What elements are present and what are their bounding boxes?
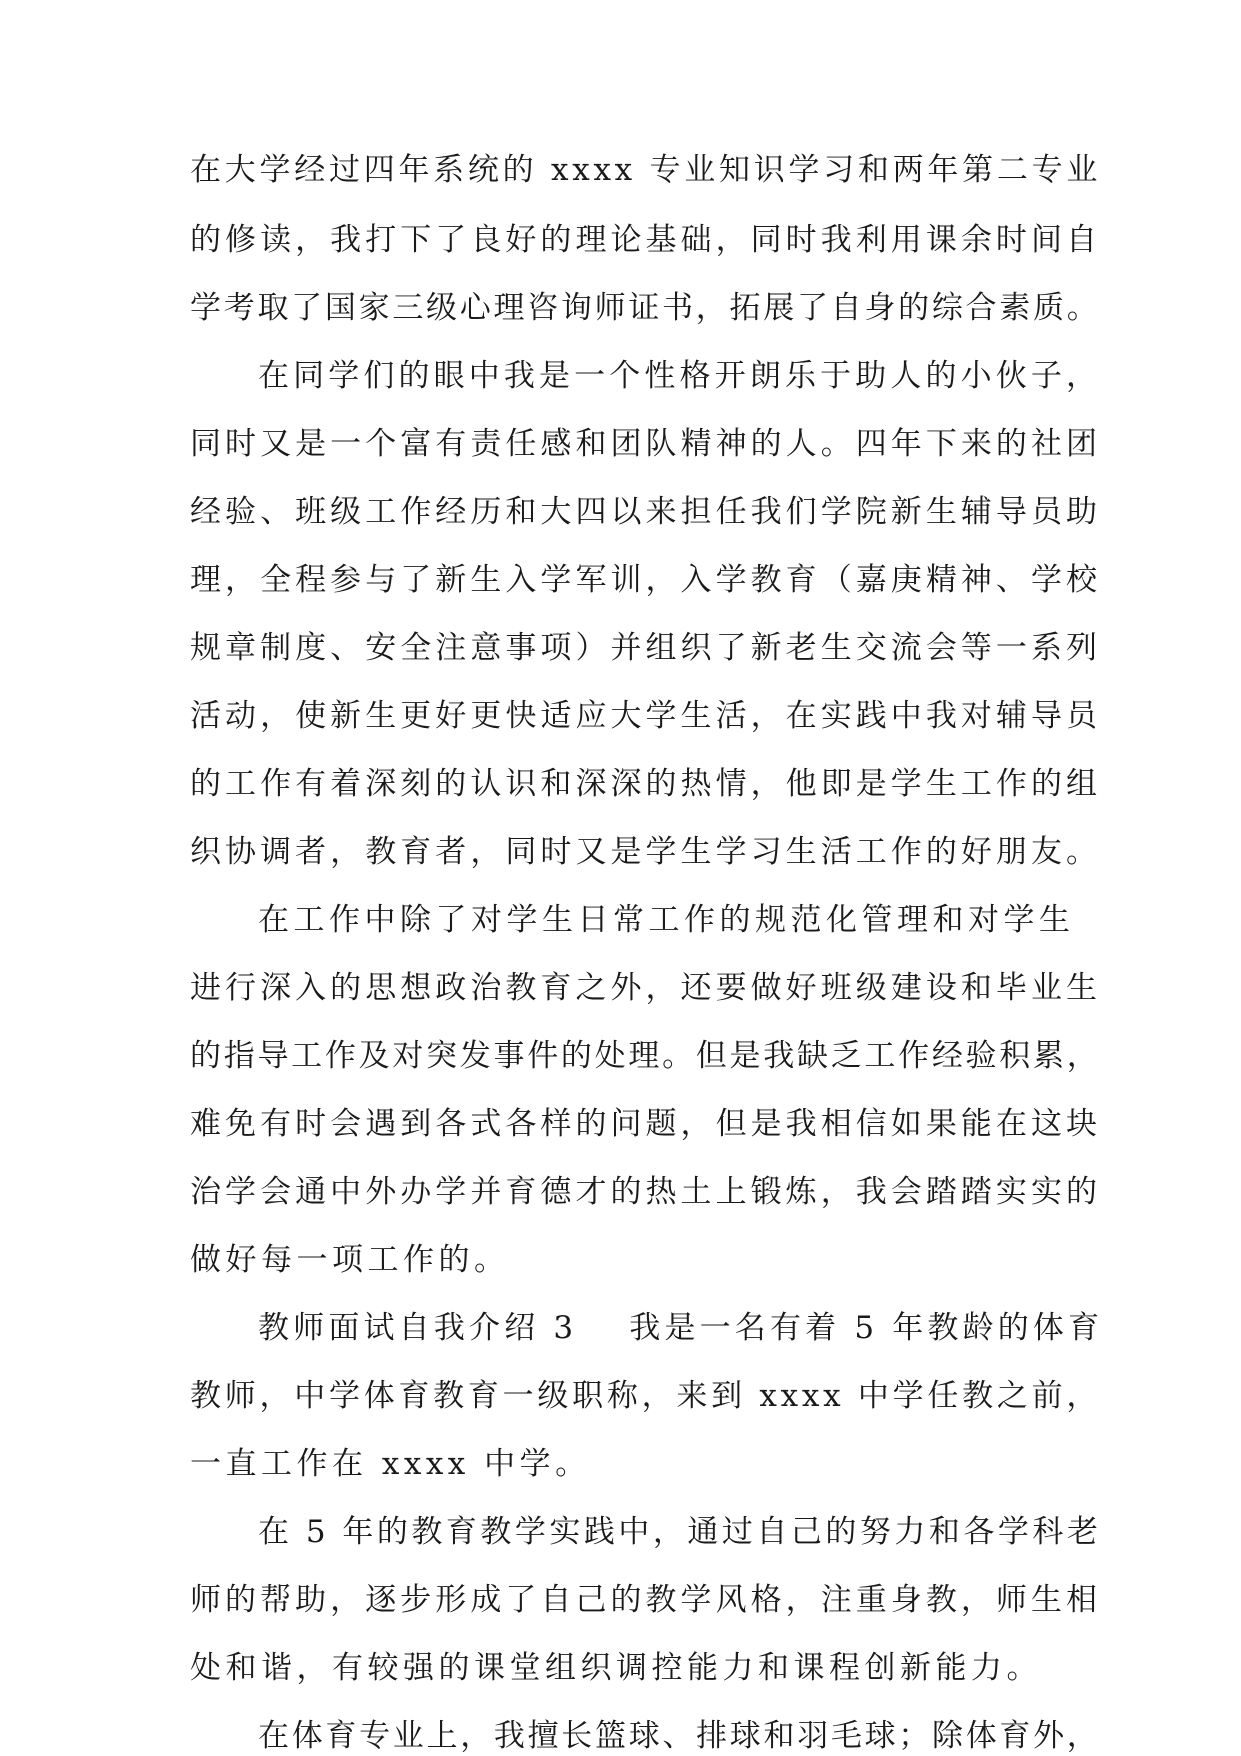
text-line: 规章制度、安全注意事项）并组织了新老生交流会等一系列 bbox=[190, 630, 1102, 666]
section-heading-line bbox=[258, 1308, 1103, 1348]
paragraph-first-line: 在 5 年的教育教学实践中，通过自己的努力和各学科老 bbox=[258, 1514, 1102, 1550]
text-line: 同时又是一个富有责任感和团队精神的人。四年下来的社团 bbox=[190, 426, 1102, 462]
text-line: 在大学经过四年系统的 xxxx 专业知识学习和两年第二专业 bbox=[190, 152, 1102, 188]
text-segment: 我是一名有着 5 年教龄的体育 bbox=[629, 1310, 1104, 1346]
text-line: 进行深入的思想政治教育之外，还要做好班级建设和毕业生 bbox=[190, 970, 1102, 1006]
text-line: 治学会通中外办学并育德才的热土上锻炼，我会踏踏实实的 bbox=[190, 1174, 1102, 1210]
text-line: 的工作有着深刻的认识和深深的热情，他即是学生工作的组 bbox=[190, 766, 1102, 802]
text-line: 的修读，我打下了良好的理论基础，同时我利用课余时间自 bbox=[190, 222, 1102, 258]
text-line: 理，全程参与了新生入学军训，入学教育（嘉庚精神、学校 bbox=[190, 562, 1102, 598]
text-line: 的指导工作及对突发事件的处理。但是我缺乏工作经验积累， bbox=[190, 1038, 1101, 1074]
paragraph-first-line: 在同学们的眼中我是一个性格开朗乐于助人的小伙子， bbox=[258, 358, 1102, 394]
text-line: 活动，使新生更好更快适应大学生活，在实践中我对辅导员 bbox=[190, 698, 1102, 734]
text-line: 做好每一项工作的。 bbox=[190, 1242, 510, 1278]
text-line: 处和谐，有较强的课堂组织调控能力和课程创新能力。 bbox=[190, 1650, 1042, 1686]
section-heading: 教师面试自我介绍 3 bbox=[258, 1310, 578, 1346]
text-line: 难免有时会遇到各式各样的问题，但是我相信如果能在这块 bbox=[190, 1106, 1102, 1142]
text-line: 一直工作在 xxxx 中学。 bbox=[190, 1446, 591, 1482]
text-line: 教师，中学体育教育一级职称，来到 xxxx 中学任教之前， bbox=[190, 1378, 1102, 1414]
text-line: 学考取了国家三级心理咨询师证书，拓展了自身的综合素质。 bbox=[190, 290, 1101, 326]
text-line: 师的帮助，逐步形成了自己的教学风格，注重身教，师生相 bbox=[190, 1582, 1102, 1618]
paragraph-first-line: 在体育专业上，我擅长篮球、排球和羽毛球；除体育外， bbox=[258, 1718, 1101, 1754]
paragraph-first-line: 在工作中除了对学生日常工作的规范化管理和对学生 bbox=[258, 902, 1075, 938]
text-line: 织协调者，教育者，同时又是学生学习生活工作的好朋友。 bbox=[190, 834, 1102, 870]
text-line: 经验、班级工作经历和大四以来担任我们学院新生辅导员助 bbox=[190, 494, 1102, 530]
